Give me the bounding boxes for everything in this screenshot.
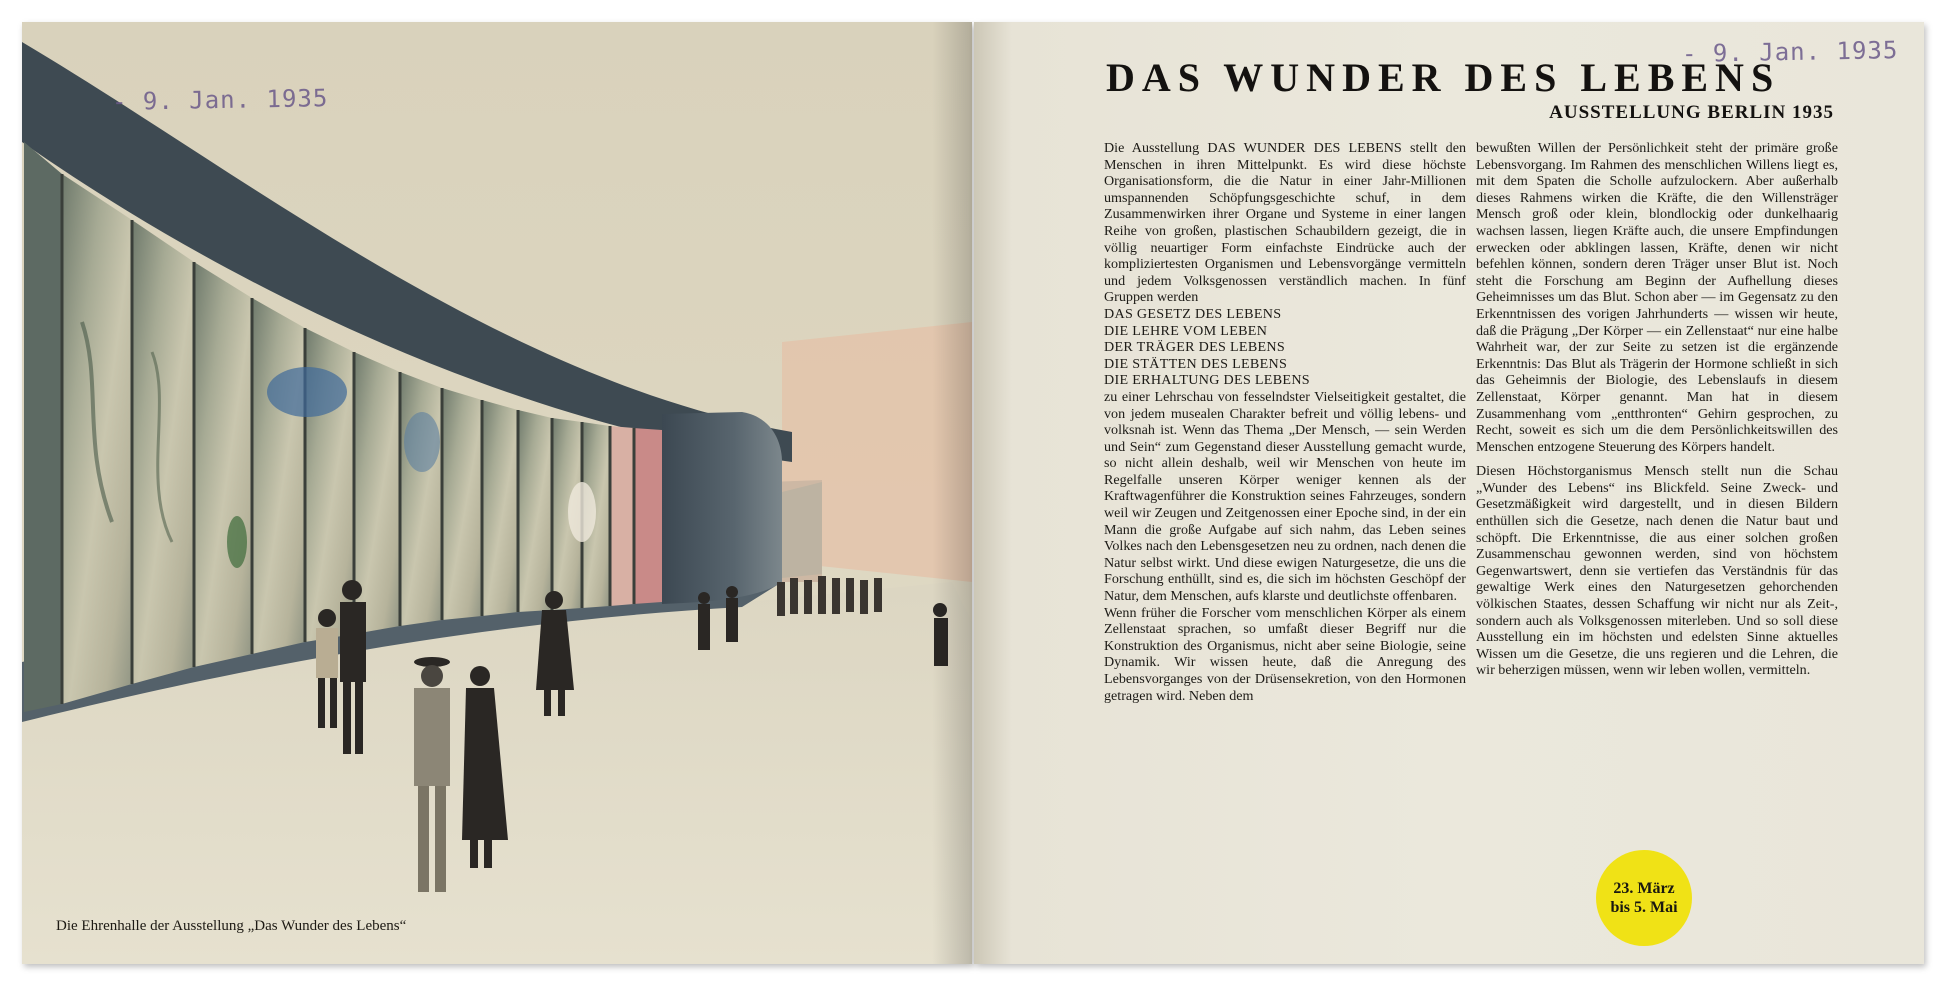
body-paragraph: zu einer Lehrschau von fesselndster Vielseitigkeit gestaltet, die von jedem musealen Charakter befreit und völlig lebens- und volksnah ist. Wenn das Thema „Der Mensch, — sein Werden und Sein“ zum Gegenstand dieser Ausstellung gemacht wurde, so nicht allein deshalb, weil wir Menschen von heute im Regelfalle unseren Körper weniger kennen als der Kraftwagenführer die Konstruktion seines Fahrzeuges, sondern weil wir Zeugen und Zeitgenossen einer Epoche sind, in der ein Mann die große Aufgabe auf sich nahm, das Leben seines Volkes nach den Lebensgesetzen neu zu ordnen, nach denen die Natur selbst wirkt. Und diese ewigen Naturgesetze, die uns die Forschung enthüllt, sind es, die sich im höchsten Geschöpf der Natur, dem Menschen, aufs klarste und deutlichste offenbaren.: [1104, 388, 1466, 605]
page-title: DAS WUNDER DES LEBENS: [1106, 55, 1781, 100]
group-item: DAS GESETZ DES LEBENS: [1104, 305, 1282, 322]
right-page: [974, 22, 1924, 964]
text-column-2: [1476, 140, 1838, 679]
date-badge-line: bis 5. Mai: [1610, 899, 1678, 916]
left-page: [22, 22, 972, 964]
group-item: DIE STÄTTEN DES LEBENS: [1104, 355, 1288, 372]
body-paragraph: Diesen Höchstorganismus Mensch stellt nun die Schau „Wunder des Lebens“ ins Blickfeld. Seine Zweck- und Gesetzmäßigkeit wird dargestellt, und in diesen Bildern enthüllen sich die Gesetze, nach denen die Natur baut und schöpft. Die Erkenntnisse, die aus einer solchen großen Zusammenschau gewonnen werden, sind von höchstem Gegenwartswert, denn sie vertiefen das Verständnis für das gewaltige Werk eines den Naturgesetzen gehorchenden völkischen Staates, dessen Schaffung wir nicht nur als Zeit-, sondern auch als Volksgenossen miterleben. Und so soll diese Ausstellung ein im höchsten und edelsten Sinne aktuelles Wissen um die Gesetze, die uns regieren und die Lehren, die wir beherzigen müssen, wenn wir leben wollen, vermitteln.: [1476, 463, 1838, 679]
intro-paragraph: Die Ausstellung DAS WUNDER DES LEBENS stellt den Menschen in ihren Mittelpunkt. Es wird diese höchste Organisationsform, die die Natur in einer Jahr-Millionen umspannenden Schöpfungsgeschichte schuf, in dem Zusammenwirken ihrer Organe und Systeme in einer langen Reihe von großen, plastischen Schaubildern gezeigt, die in völlig neuartiger Form einfachste Eindrücke auch der kompliziertesten Organismen und Lebensvorgänge vermitteln und jedem Volksgenossen verständlich machen. In fünf Gruppen werden: [1104, 140, 1466, 306]
date-badge-line: 23. März: [1613, 880, 1675, 897]
date-stamp-right: - 9. Jan. 1935: [1681, 36, 1899, 68]
group-item: DIE LEHRE VOM LEBEN: [1104, 322, 1268, 339]
date-badge: [1596, 850, 1692, 946]
exhibition-hall-illustration: [22, 22, 972, 964]
page-subtitle: AUSSTELLUNG BERLIN 1935: [1549, 102, 1834, 123]
body-paragraph: Wenn früher die Forscher vom menschlichen Körper als einem Zellenstaat sprachen, so umfaßt dieser Begriff nur die Konstruktion des Organismus, nicht aber seine Biologie, seine Dynamik. Wir wissen heute, daß die Anregung des Lebensvorganges von der Drüsensekretion, von den Hormonen getragen wird. Neben dem: [1104, 604, 1466, 704]
illustration-caption: Die Ehrenhalle der Ausstellung „Das Wunder des Lebens“: [56, 918, 407, 934]
body-paragraph: bewußten Willen der Persönlichkeit steht der primäre große Lebensvorgang. Im Rahmen des menschlichen Willens liegt es, mit dem Spaten die Scholle aufzulockern. Aber außerhalb dieses Rahmens wirken die Kräfte, die den Willensträger Mensch groß oder klein, blondlockig oder dunkelhaarig wachsen lassen, liegen Kräfte auch, die unsere Empfindungen erwecken oder abklingen lassen, Kräfte, denen wir nicht befehlen können, sondern deren Träger unser Blut ist. Noch steht die Forschung am Beginn der Aufhellung dieses Geheimnisses um das Blut. Schon aber — im Gegensatz zu den Erkenntnissen des vorigen Jahrhunderts — wissen wir heute, daß die Prägung „Der Körper — ein Zellenstaat“ nur eine halbe Wahrheit war, der zur Seite zu setzen ist die ergänzende Erkenntnis: Das Blut als Trägerin der Hormone schließt in sich das Geheimnis der Biologie, des Lebenslaufs in diesem Zellenstaat, Körper genannt. Man hat in diesem Zusammenhang vom „entthronten“ Gehirn gesprochen, zu Recht, soweit es sich um die dem Persönlichkeitswillen des Menschen entzogene Steuerung des Körpers handelt.: [1476, 140, 1838, 455]
date-stamp-left: - 9. Jan. 1935: [111, 84, 329, 116]
text-column-1: [1104, 140, 1466, 704]
group-item: DIE ERHALTUNG DES LEBENS: [1104, 372, 1310, 389]
exhibition-groups-list: [1104, 306, 1466, 389]
group-item: DER TRÄGER DES LEBENS: [1104, 339, 1286, 356]
